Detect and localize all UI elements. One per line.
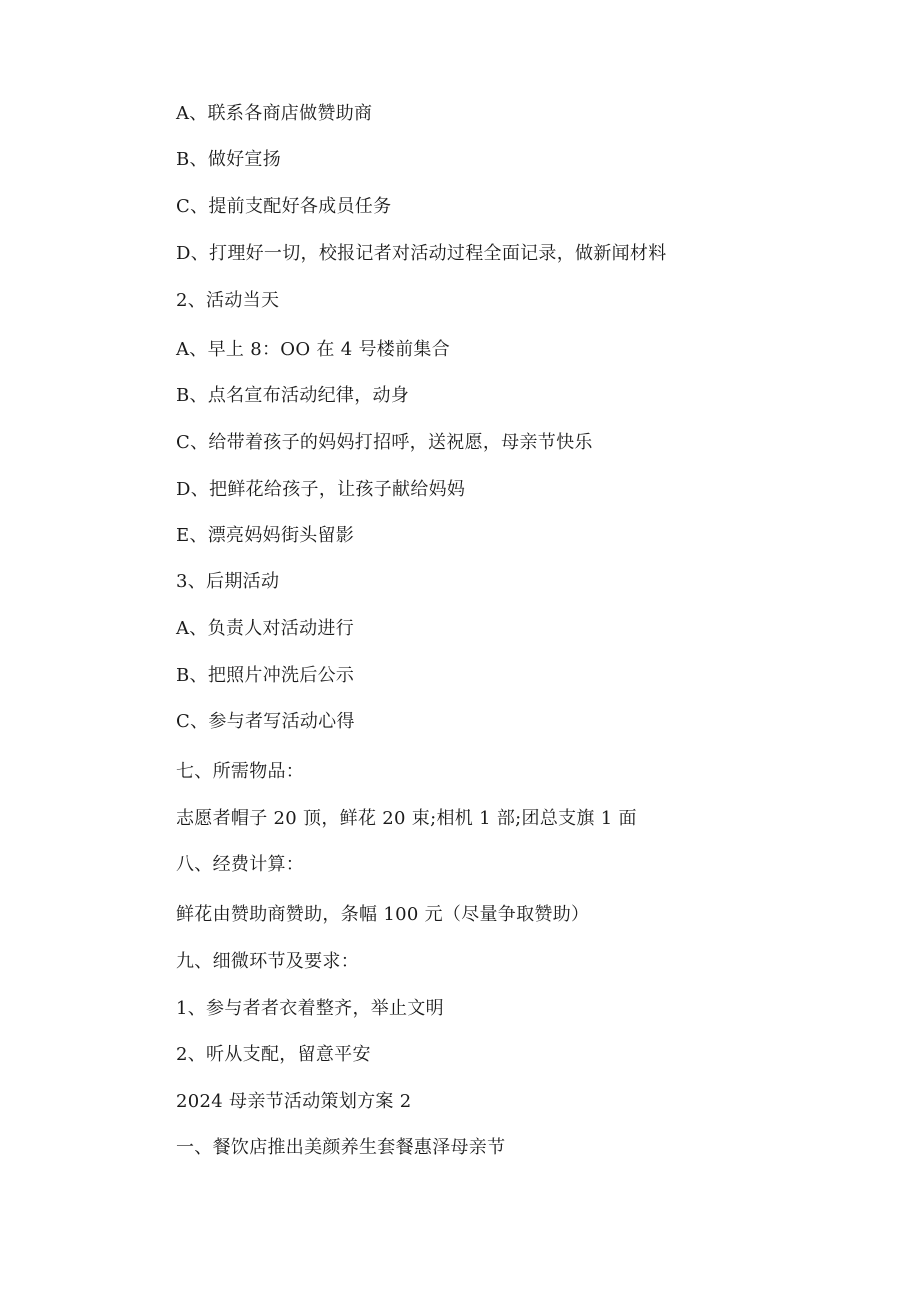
text-line: 志愿者帽子 20 顶，鲜花 20 束;相机 1 部;团总支旗 1 面 [176, 808, 637, 829]
section-heading: 一、餐饮店推出美颜养生套餐惠泽母亲节 [176, 1137, 506, 1158]
text-line: B、点名宣布活动纪律，动身 [176, 385, 410, 406]
text-line: D、把鲜花给孩子，让孩子献给妈妈 [176, 479, 466, 500]
section-heading: 2、活动当天 [176, 290, 280, 311]
text-line: 1、参与者者衣着整齐，举止文明 [176, 998, 444, 1019]
text-line: A、负责人对活动进行 [176, 618, 354, 639]
text-line: C、给带着孩子的妈妈打招呼，送祝愿，母亲节快乐 [176, 432, 593, 453]
text-line: C、参与者写活动心得 [176, 711, 355, 732]
text-line: D、打理好一切，校报记者对活动过程全面记录，做新闻材料 [176, 243, 667, 264]
section-heading: 九、细微环节及要求： [176, 951, 359, 972]
document-title: 2024 母亲节活动策划方案 2 [176, 1091, 412, 1112]
text-line: B、做好宣扬 [176, 149, 282, 170]
text-line: E、漂亮妈妈街头留影 [176, 525, 355, 546]
text-line: 2、听从支配，留意平安 [176, 1044, 371, 1065]
section-heading: 3、后期活动 [176, 571, 280, 592]
text-line: B、把照片冲洗后公示 [176, 665, 355, 686]
text-line: 鲜花由赞助商赞助，条幅 100 元（尽量争取赞助） [176, 904, 590, 925]
text-line: A、联系各商店做赞助商 [176, 103, 373, 124]
text-line: C、提前支配好各成员任务 [176, 196, 392, 217]
text-line: A、早上 8：OO 在 4 号楼前集合 [176, 339, 451, 360]
section-heading: 八、经费计算： [176, 854, 305, 875]
section-heading: 七、所需物品： [176, 761, 305, 782]
